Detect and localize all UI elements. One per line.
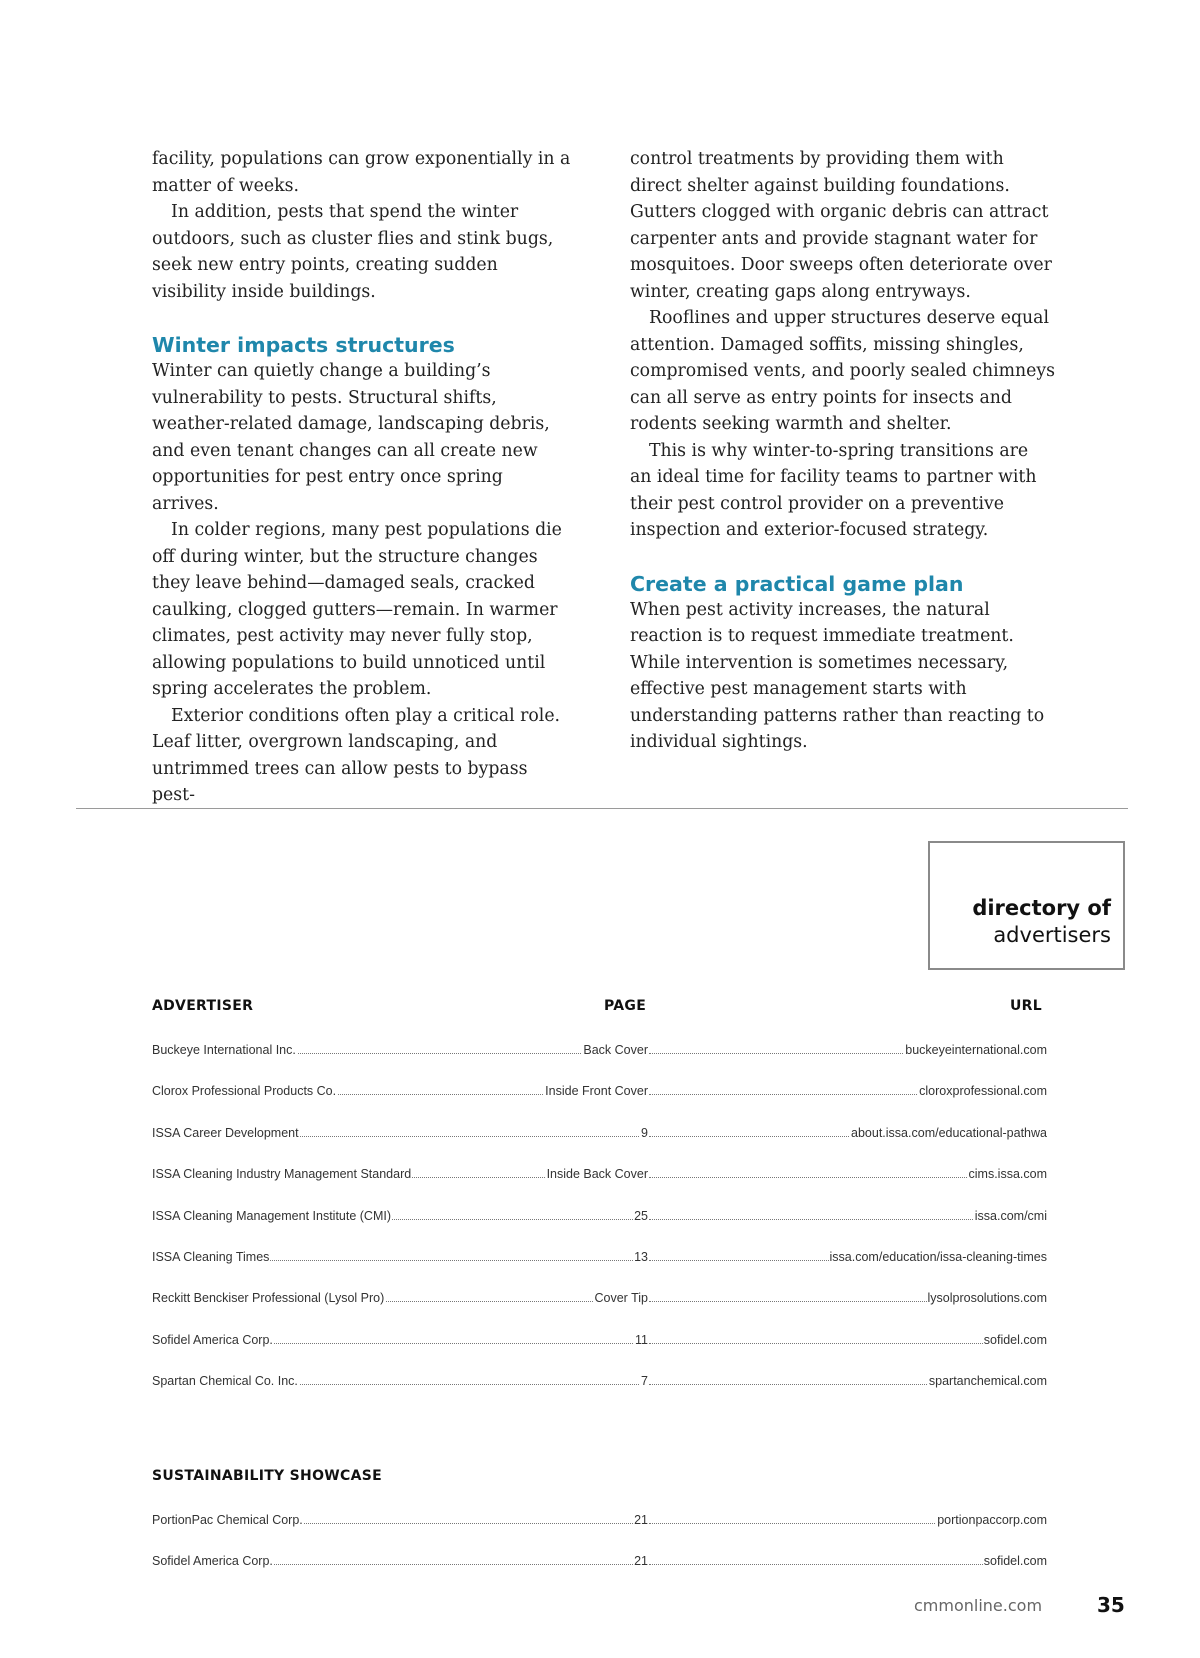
table-row (152, 1123, 1047, 1143)
paragraph: facility, populations can grow exponentially in a matter of weeks. (152, 149, 571, 196)
paragraph: control treatments by providing them with direct shelter against building foundations. Gutters clogged with organic debris can attract carpenter ants and provide stagnant water for mosquitoes. Door sweeps often deteriorate over winter, creating gaps along entryways. (630, 149, 1052, 302)
advertiser-name: Reckitt Benckiser Professional (Lysol Pro) (152, 1288, 385, 1308)
advertiser-page: Inside Front Cover (544, 1081, 649, 1101)
advertiser-url[interactable]: about.issa.com/educational-pathwa (850, 1123, 1047, 1143)
advertiser-page: 21 (633, 1510, 649, 1530)
paragraph: Exterior conditions often play a critical role. Leaf litter, overgrown landscaping, and untrimmed trees can allow pests to bypass pest- (152, 705, 561, 805)
table-row (152, 1371, 1047, 1391)
table-row (152, 1040, 1047, 1060)
header-page: PAGE (604, 998, 647, 1014)
page-number: 35 (1097, 1593, 1125, 1617)
advertiser-page: 21 (633, 1551, 649, 1571)
advertiser-url[interactable]: lysolprosolutions.com (927, 1288, 1048, 1308)
table-row (152, 1247, 1047, 1267)
advertiser-page: Inside Back Cover (546, 1164, 649, 1184)
section-heading: Create a practical game plan (630, 571, 964, 596)
advertiser-url[interactable]: cloroxprofessional.com (918, 1081, 1047, 1101)
table-row (152, 1081, 1047, 1101)
paragraph: When pest activity increases, the natural reaction is to request immediate treatment. While intervention is sometimes necessary, effective pest management starts with understanding patterns rather than reacting to individual sightings. (630, 599, 1045, 752)
table-row (152, 1288, 1047, 1308)
advertiser-page: Cover Tip (594, 1288, 650, 1308)
paragraph: This is why winter-to-spring transitions are an ideal time for facility teams to partner with their pest control provider on a preventive inspection and exterior-focused strategy. (630, 440, 1037, 540)
advertiser-name: ISSA Cleaning Management Institute (CMI) (152, 1206, 392, 1226)
advertiser-page: 25 (633, 1206, 649, 1226)
advertiser-url[interactable]: issa.com/cmi (974, 1206, 1047, 1226)
article-right-column (630, 146, 1055, 756)
paragraph: In addition, pests that spend the winter outdoors, such as cluster flies and stink bugs, seek new entry points, creating sudden visibility inside buildings. (152, 202, 554, 302)
article-left-column (152, 146, 572, 809)
directory-title-box (928, 841, 1125, 970)
advertiser-page: 9 (640, 1123, 649, 1143)
advertiser-url[interactable]: issa.com/education/issa-cleaning-times (829, 1247, 1047, 1267)
section-divider (76, 808, 1128, 809)
table-row (152, 1206, 1047, 1226)
table-row (152, 1164, 1047, 1184)
advertiser-page: 11 (634, 1330, 649, 1350)
advertiser-url[interactable]: sofidel.com (983, 1551, 1047, 1571)
advertiser-page: Back Cover (582, 1040, 649, 1060)
footer-site: cmmonline.com (914, 1596, 1043, 1615)
advertiser-name: ISSA Cleaning Industry Management Standard (152, 1164, 412, 1184)
table-row (152, 1510, 1047, 1530)
advertiser-url[interactable]: buckeyeinternational.com (904, 1040, 1047, 1060)
section-heading: Winter impacts structures (152, 333, 455, 357)
advertiser-name: ISSA Career Development (152, 1123, 300, 1143)
sustainability-showcase-title: SUSTAINABILITY SHOWCASE (152, 1468, 382, 1484)
header-advertiser: ADVERTISER (152, 998, 254, 1014)
advertiser-name: ISSA Cleaning Times (152, 1247, 270, 1267)
advertiser-url[interactable]: spartanchemical.com (928, 1371, 1047, 1391)
header-url: URL (1010, 998, 1042, 1014)
advertiser-page: 13 (633, 1247, 649, 1267)
advertiser-name: Sofidel America Corp. (152, 1330, 274, 1350)
advertiser-name: Sofidel America Corp. (152, 1551, 274, 1571)
paragraph: Rooflines and upper structures deserve equal attention. Damaged soffits, missing shingles, compromised vents, and poorly sealed chimneys can all serve as entry points for insects and rodents seeking warmth and shelter. (630, 308, 1056, 434)
paragraph: Winter can quietly change a building’s vulnerability to pests. Structural shifts, weather-related damage, landscaping debris, and even tenant changes can all create new opportunities for pest entry once spring arrives. (152, 361, 550, 514)
table-row (152, 1330, 1047, 1350)
advertiser-url[interactable]: sofidel.com (983, 1330, 1047, 1350)
directory-title-bold: directory of (972, 896, 1111, 920)
directory-title-regular: advertisers (993, 923, 1111, 947)
advertiser-url[interactable]: portionpaccorp.com (936, 1510, 1047, 1530)
advertiser-url[interactable]: cims.issa.com (968, 1164, 1047, 1184)
advertiser-page: 7 (640, 1371, 649, 1391)
advertiser-name: Spartan Chemical Co. Inc. (152, 1371, 299, 1391)
advertiser-name: Buckeye International Inc. (152, 1040, 297, 1060)
advertiser-name: Clorox Professional Products Co. (152, 1081, 337, 1101)
table-row (152, 1551, 1047, 1571)
paragraph: In colder regions, many pest populations die off during winter, but the structure changes they leave behind—damaged seals, cracked caulking, clogged gutters—remain. In warmer climates, pest activity may never fully stop, allowing populations to build unnoticed until spring accelerates the problem. (152, 520, 562, 699)
advertiser-name: PortionPac Chemical Corp. (152, 1510, 304, 1530)
